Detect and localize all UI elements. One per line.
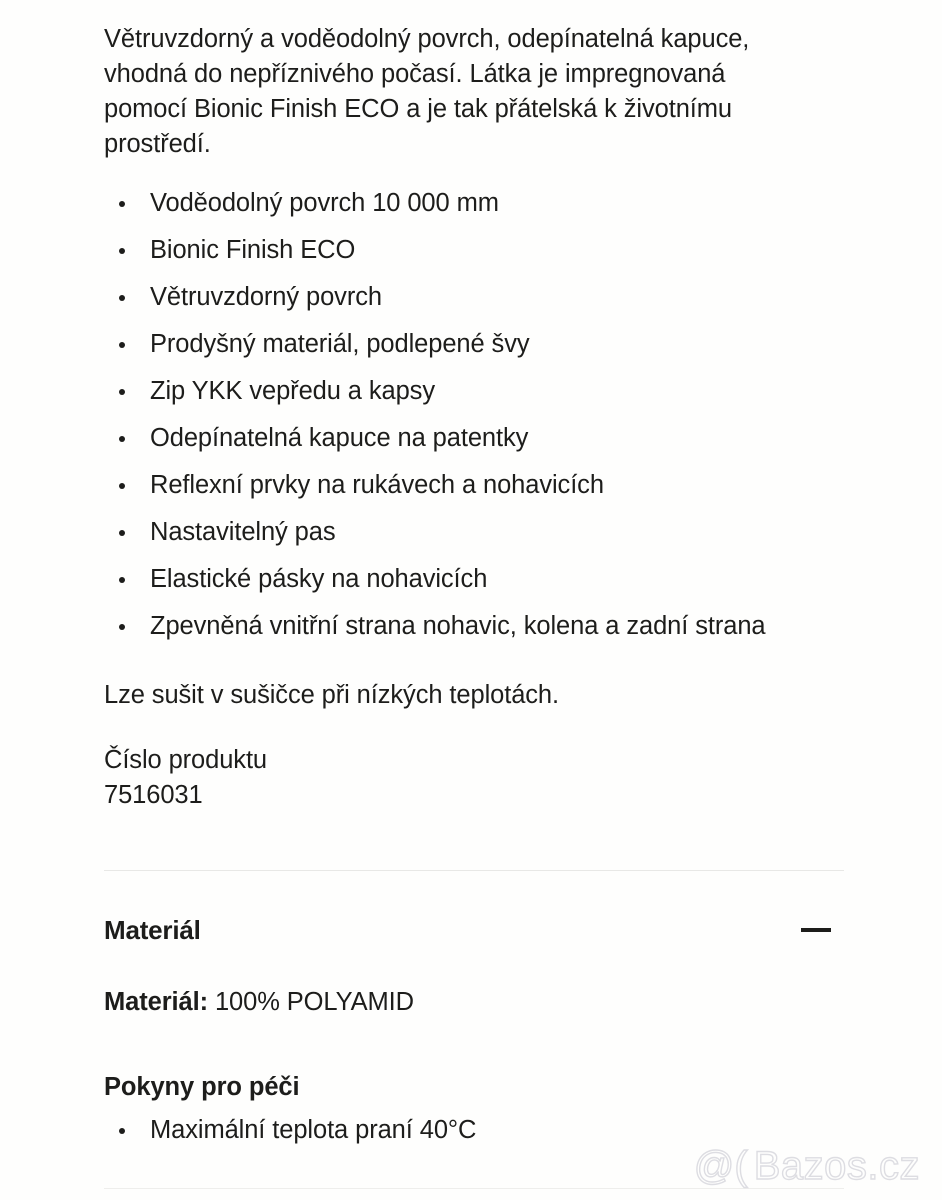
product-number-label: Číslo produktu bbox=[104, 746, 268, 774]
list-item: Reflexní prvky na rukávech a nohavicích bbox=[104, 468, 830, 503]
feature-list bbox=[104, 162, 842, 644]
care-instructions-list bbox=[104, 1102, 842, 1147]
material-label: Materiál: bbox=[104, 988, 208, 1016]
watermark-label: Bazos.cz bbox=[753, 1144, 920, 1188]
list-item: Voděodolný povrch 10 000 mm bbox=[104, 186, 830, 221]
bazos-logo-icon: @( bbox=[693, 1144, 748, 1188]
list-item: Prodyšný materiál, podlepené švy bbox=[104, 327, 830, 362]
care-instructions-title: Pokyny pro péči bbox=[104, 1073, 300, 1101]
list-item: Nastavitelný pas bbox=[104, 515, 830, 550]
intro-paragraph: Větruvzdorný a voděodolný povrch, odepínatelná kapuce, vhodná do nepříznivého počasí. Látka je impregnovaná pomocí Bionic Finish ECO a je tak přátelská k životnímu prostředí. bbox=[104, 25, 750, 158]
product-number-value: 7516031 bbox=[104, 781, 203, 809]
page-title: Materiál bbox=[104, 915, 201, 945]
product-number bbox=[104, 713, 842, 813]
material-value: 100% POLYAMID bbox=[214, 988, 414, 1016]
list-item: Větruvzdorný povrch bbox=[104, 280, 830, 315]
list-item: Odepínatelná kapuce na patentky bbox=[104, 421, 830, 456]
material-accordion-header[interactable] bbox=[104, 871, 831, 945]
list-item: Zip YKK vepředu a kapsy bbox=[104, 374, 830, 409]
list-item: Elastické pásky na nohavicích bbox=[104, 562, 830, 597]
bazos-watermark bbox=[694, 1146, 920, 1186]
bottom-divider bbox=[104, 1188, 844, 1189]
list-item: Bionic Finish ECO bbox=[104, 233, 830, 268]
list-item: Zpevněná vnitřní strana nohavic, kolena a zadní strana bbox=[104, 609, 830, 644]
material-composition bbox=[104, 945, 842, 1019]
list-item: Maximální teplota praní 40°C bbox=[104, 1114, 842, 1147]
drying-note: Lze sušit v sušičce při nízkých teplotách. bbox=[104, 681, 559, 709]
minus-icon[interactable] bbox=[801, 928, 831, 932]
